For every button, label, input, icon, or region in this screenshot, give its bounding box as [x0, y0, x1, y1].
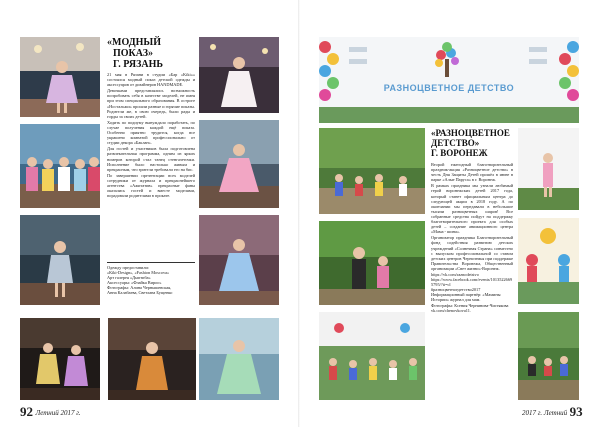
- page-folio-left: [20, 404, 81, 420]
- right-page: [300, 0, 600, 427]
- photo-runway-walk-1: [20, 318, 100, 400]
- body-photographer: Фотографы: Ксения Чернинова-Чистякова: [431, 302, 509, 308]
- credits-divider: [107, 262, 195, 263]
- credit-line: Арт галерея «Дыптиба»: [107, 275, 151, 281]
- banner-event-title: РАЗНОЦВЕТНОЕ ДЕТСТВО: [383, 83, 515, 93]
- heading-line-1: «МОДНЫЙ: [107, 37, 161, 48]
- photo-girl-pink-dress: [199, 120, 279, 208]
- body-paragraph: В рамках праздника мы узнали любимый герой воронежских детей 2017 года, который станет официальным центра до следующей акции в 2018 году. А по окончании мы передавали в небольшое тысячи разноцветных шаров! Все собранные средства пойдут на поддержку благотворительного проекта для особых детей – создание анимационного центра «Мама - шина».: [431, 183, 513, 235]
- credit-line: Аксессуары: «Флайка Вироо»: [107, 280, 162, 286]
- photo-girl-blue-dress: [199, 215, 279, 305]
- photo-girl-runway-1: [20, 37, 100, 117]
- credit-line: Одежду предоставили:: [107, 265, 149, 270]
- article-body-colorful-childhood: [431, 162, 513, 313]
- body-partner: Информационный партнёр: «Мамины Истории» журнал для мам.: [431, 292, 501, 303]
- body-paragraph: 21 мая в Рязани в студии «Бар «Kiki»» состоялся модный показ детской одежды и аксессуаров от дизайнеров HANDMADE.: [107, 72, 195, 88]
- page-number: 93: [569, 404, 583, 419]
- issue-label: 2017 г. Летний: [522, 409, 568, 417]
- credits-block: [107, 265, 195, 296]
- credit-line: Фотографы: Алина Чернышевская,: [107, 285, 172, 291]
- issue-label: Летний 2017 г.: [35, 409, 81, 417]
- photo-girl-white-dress: [199, 37, 279, 113]
- body-paragraph: Девочками представлялись возможность попробовать себя в качестве моделей, не имея при этом специального образования. В остроге «Ностальжи» прошли разные и горячие показы. Родители же, в свою очередь, были рады и горды за своих детей.: [107, 88, 196, 119]
- body-link[interactable]: https://www.facebook.com/events/10135226695795/?ti=cl: [431, 277, 513, 288]
- body-hashtag: #разноцветноедетство2017: [431, 287, 481, 293]
- credit-line: Анна Калабаева, Светлана Бущенко: [107, 290, 173, 296]
- article-heading-colorful-childhood: [431, 128, 511, 158]
- photo-group-children: [20, 124, 100, 208]
- heading-city: Г. РЯЗАНЬ: [113, 59, 163, 70]
- page-number: 92: [20, 404, 33, 419]
- heading-line-2: ДЕТСТВО»: [431, 138, 480, 148]
- body-link[interactable]: vk.com/chenovkova11.: [431, 307, 471, 313]
- photo-family-park: [319, 221, 425, 305]
- heading-city: Г. ВОРОНЕЖ: [431, 148, 488, 158]
- body-paragraph: Ходить по подиуму вынуждало поработать, по случае получения каждой ещё показа. Особенно приятно трудится, когда все украшено комнатой профессионально от студии декора «Баклан».: [107, 119, 195, 146]
- photo-event-banner: [319, 37, 579, 123]
- body-paragraph: Второй ежегодный благотворительный праздник-акция «Разноцветное детство» в честь Дня Защиты Детей прошёл в июне в парке «Алые Паруса» в г. Воронеж.: [431, 162, 513, 183]
- body-paragraph: Для гостей и участников была подготовлена развлекательная программа, одним из ярких номеров которой стал танец стенгазеточки. Исполнение было настолько живым и прекрасным, что зрители требовали его на бис.: [107, 146, 195, 172]
- article-heading-fashion-show: [107, 37, 197, 70]
- heading-line-1: «РАЗНОЦВЕТНОЕ: [431, 128, 510, 138]
- heading-line-2: ПОКАЗ»: [113, 48, 154, 59]
- page-folio-right: [522, 404, 583, 420]
- body-paragraph: По завершении презентации всех моделей сотрудники от журнала и прекраснейшего агентства «Ажитатив» прекрасные фаны оказались гостей и вместе моделями, порадовали родителями в прокате.: [107, 172, 195, 199]
- photo-girl-runway-2: [20, 215, 100, 305]
- photo-girl-green-dress: [199, 318, 279, 400]
- body-paragraph: Организатор праздника Благотворительный фонд содействия развитию детских учреждений «Солнечная Страна» совместно с выпуском профессиональной со ставом детских центров Черноземья при поддержке Правительства Воронежа, Общественный организации «Свет жизни»-Воронеж.: [431, 235, 513, 271]
- article-body-fashion-show: [107, 72, 195, 199]
- photo-runway-walk-2: [108, 318, 196, 400]
- credit-line: «Кiki-Design», «Fashion Moscova»: [107, 270, 170, 276]
- photo-crowd-stage: [319, 312, 425, 400]
- body-link[interactable]: https://vk.com/raznodetstvo: [431, 271, 479, 277]
- photo-child-walking: [518, 128, 579, 210]
- photo-crowd-seated: [518, 312, 579, 400]
- photo-mascots: [518, 218, 579, 304]
- photo-crowd-park: [319, 128, 425, 214]
